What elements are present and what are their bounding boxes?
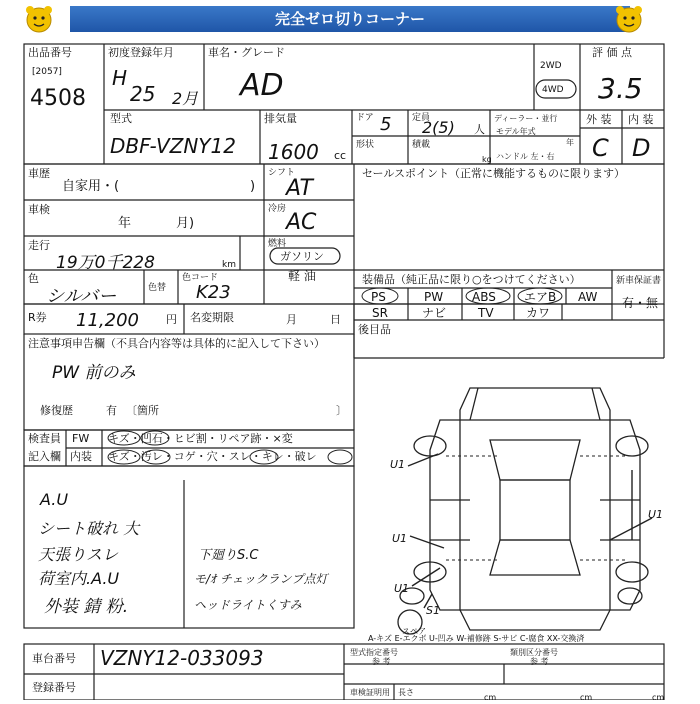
color-change-label: 色替 (148, 283, 167, 293)
exterior-label: 外 装 (586, 113, 612, 126)
reg-label: 登録番号 (32, 681, 76, 694)
inspector-row2-items: キズ・汚レ・コゲ・穴・スレ・キレ・破レ (108, 450, 317, 463)
displacement-label: 排気量 (264, 112, 297, 125)
color-label: 色 (28, 272, 39, 285)
name-change-label: 名変期限 (190, 311, 234, 324)
chassis-value: VZNY12-033093 (100, 646, 264, 670)
equip-sr: SR (372, 306, 388, 320)
name-change-month: 月 (286, 313, 297, 326)
remark-right-1: 下廻りS.C (198, 548, 259, 563)
color-code-label: 色コード (182, 273, 219, 283)
inspector-row1-first: FW (72, 432, 90, 445)
remark-right-2: モ/ｵ チェックランプ点灯 (194, 572, 328, 586)
exterior-grade: C (592, 134, 609, 162)
mileage-value: 19万0千228 (56, 253, 155, 273)
mark-bottom: S1 (426, 604, 440, 617)
two-wd: 2WD (540, 61, 562, 71)
equip-navi: ナビ (422, 306, 447, 320)
score-label: 評 価 点 (592, 46, 632, 59)
repair-label: 修復歴 (40, 404, 73, 417)
load-label: 積載 (412, 140, 431, 150)
era: H (112, 66, 128, 90)
remark-left-1: A.U (40, 490, 69, 509)
reg-month: 2月 (172, 89, 199, 108)
score: 3.5 (598, 72, 643, 105)
vehicle-cert-label: 車検証明用 (350, 688, 390, 697)
fuel-diesel: 軽 油 (288, 269, 316, 283)
mark-left-low: U1 (394, 582, 410, 595)
first-reg-label: 初度登録年月 (108, 46, 174, 59)
equip-pw: PW (424, 290, 444, 304)
lot-label: 出品番号 (28, 46, 72, 59)
inspection-label: 車検 (28, 203, 50, 216)
color-code-value: K23 (196, 282, 231, 303)
mark-left-top: U1 (390, 458, 406, 471)
usage-value: 自家用・( (62, 179, 120, 194)
lot-sub: [2057] (32, 67, 62, 77)
length-label: 長さ (398, 688, 414, 697)
dealer-label: ディーラー・並行 (494, 114, 558, 123)
equip-tv: TV (478, 306, 494, 320)
handle-label: ハンドル 左・右 (496, 152, 555, 161)
legend: A-キズ E-エクボ U-凹み W-補修跡 S-サビ C-腐食 XX-交換済 (368, 634, 585, 643)
color-value: シルバー (46, 286, 117, 307)
year-suffix: 年 (566, 138, 574, 147)
mark-right-mid: U1 (648, 508, 664, 521)
seat-label: 後目品 (358, 323, 391, 336)
fuel-label: 燃料 (268, 239, 287, 249)
shift-value: AT (286, 176, 313, 201)
usage-close: ) (250, 179, 256, 194)
reg-year: 25 (130, 82, 156, 106)
kg-unit: kg (482, 155, 492, 164)
km-unit: km (222, 260, 236, 270)
banner-title: 完全ゼロ切りコーナー (70, 6, 630, 32)
capacity-label: 定員 (412, 113, 431, 123)
inspection-year: 年 (118, 216, 132, 231)
notes-label: 注意事項申告欄（不具合内容等は具体的に記入して下さい） (28, 337, 325, 350)
recycle-value: 11,200 (76, 310, 139, 331)
remark-left-2: シート破れ 大 (38, 519, 140, 538)
inspector-label-1: 検査員 (28, 432, 61, 445)
equip-airbag: エアB (524, 290, 557, 304)
repair-spot: 〔箇所 (126, 404, 159, 417)
car-name-label: 車名・グレード (208, 46, 285, 59)
mileage-label: 走行 (28, 239, 50, 252)
interior-label: 内 装 (628, 113, 654, 126)
model-year-label: モデル年式 (496, 127, 536, 136)
mark-left-mid: U1 (392, 532, 408, 545)
warranty-value: 有・無 (622, 296, 659, 310)
car-name: AD (240, 68, 284, 103)
inspector-row1-items: キズ・凹石・ヒビ割・リペア跡・×変 (108, 432, 293, 445)
mark-spare: スペア (402, 627, 426, 636)
shape-label: 形状 (356, 140, 375, 150)
remark-left-3: 天張りスレ (38, 545, 119, 564)
four-wd: 4WD (542, 85, 564, 95)
equip-leather: カワ (526, 306, 551, 320)
lot-number: 4508 (30, 86, 86, 111)
car-diagram (398, 388, 648, 634)
warranty-label: 新車保証書 (616, 276, 662, 286)
door-value: 5 (380, 114, 392, 135)
cm-unit-3: cm (652, 693, 665, 702)
cm-unit-1: cm (484, 693, 497, 702)
interior-grade: D (632, 134, 651, 162)
inspector-row2-first: 内装 (70, 450, 92, 463)
yen-unit: 円 (166, 313, 177, 326)
cm-unit-2: cm (580, 693, 593, 702)
fuel-gasoline: ガソリン (280, 250, 324, 263)
equip-aw: AW (578, 290, 598, 304)
cc-unit: cc (334, 149, 347, 162)
class-label: 類別区分番号 (510, 648, 558, 657)
chassis-label: 車台番号 (32, 652, 76, 665)
notes-content: PW 前のみ (52, 363, 136, 383)
shift-label: シフト (268, 168, 296, 178)
inspection-month: 月) (176, 216, 195, 231)
person-unit: 人 (474, 123, 485, 136)
recycle-label: R券 (28, 311, 47, 324)
type-label: 型式 (110, 112, 132, 125)
type-cert-label: 型式指定番号 (350, 648, 398, 657)
usage-label: 車歴 (28, 167, 50, 180)
name-change-day: 日 (330, 313, 341, 326)
class-ref: 参 考 (530, 657, 549, 666)
type-value: DBF-VZNY12 (110, 134, 236, 158)
repair-close: 〕 (336, 404, 347, 417)
repair-value: 有 (106, 404, 117, 417)
inspector-label-2: 記入欄 (28, 450, 61, 463)
sales-label: セールスポイント（正常に機能するものに限ります） (362, 167, 626, 180)
remark-right-3: ヘッドライトくすみ (194, 598, 302, 612)
aircon-value: AC (286, 210, 317, 235)
displacement-value: 1600 (268, 140, 319, 164)
door-label: ドア (356, 113, 374, 123)
equip-ps: PS (371, 290, 386, 304)
equipment-label: 装備品（純正品に限り○をつけてください） (362, 273, 581, 286)
aircon-label: 冷房 (268, 204, 287, 214)
capacity-value: 2(5) (422, 118, 455, 137)
remark-left-5: 外装 錆 粉. (44, 597, 129, 617)
equip-abs: ABS (472, 290, 496, 304)
type-cert-ref: 参 考 (372, 657, 391, 666)
remark-left-4: 荷室内.A.U (38, 569, 120, 588)
